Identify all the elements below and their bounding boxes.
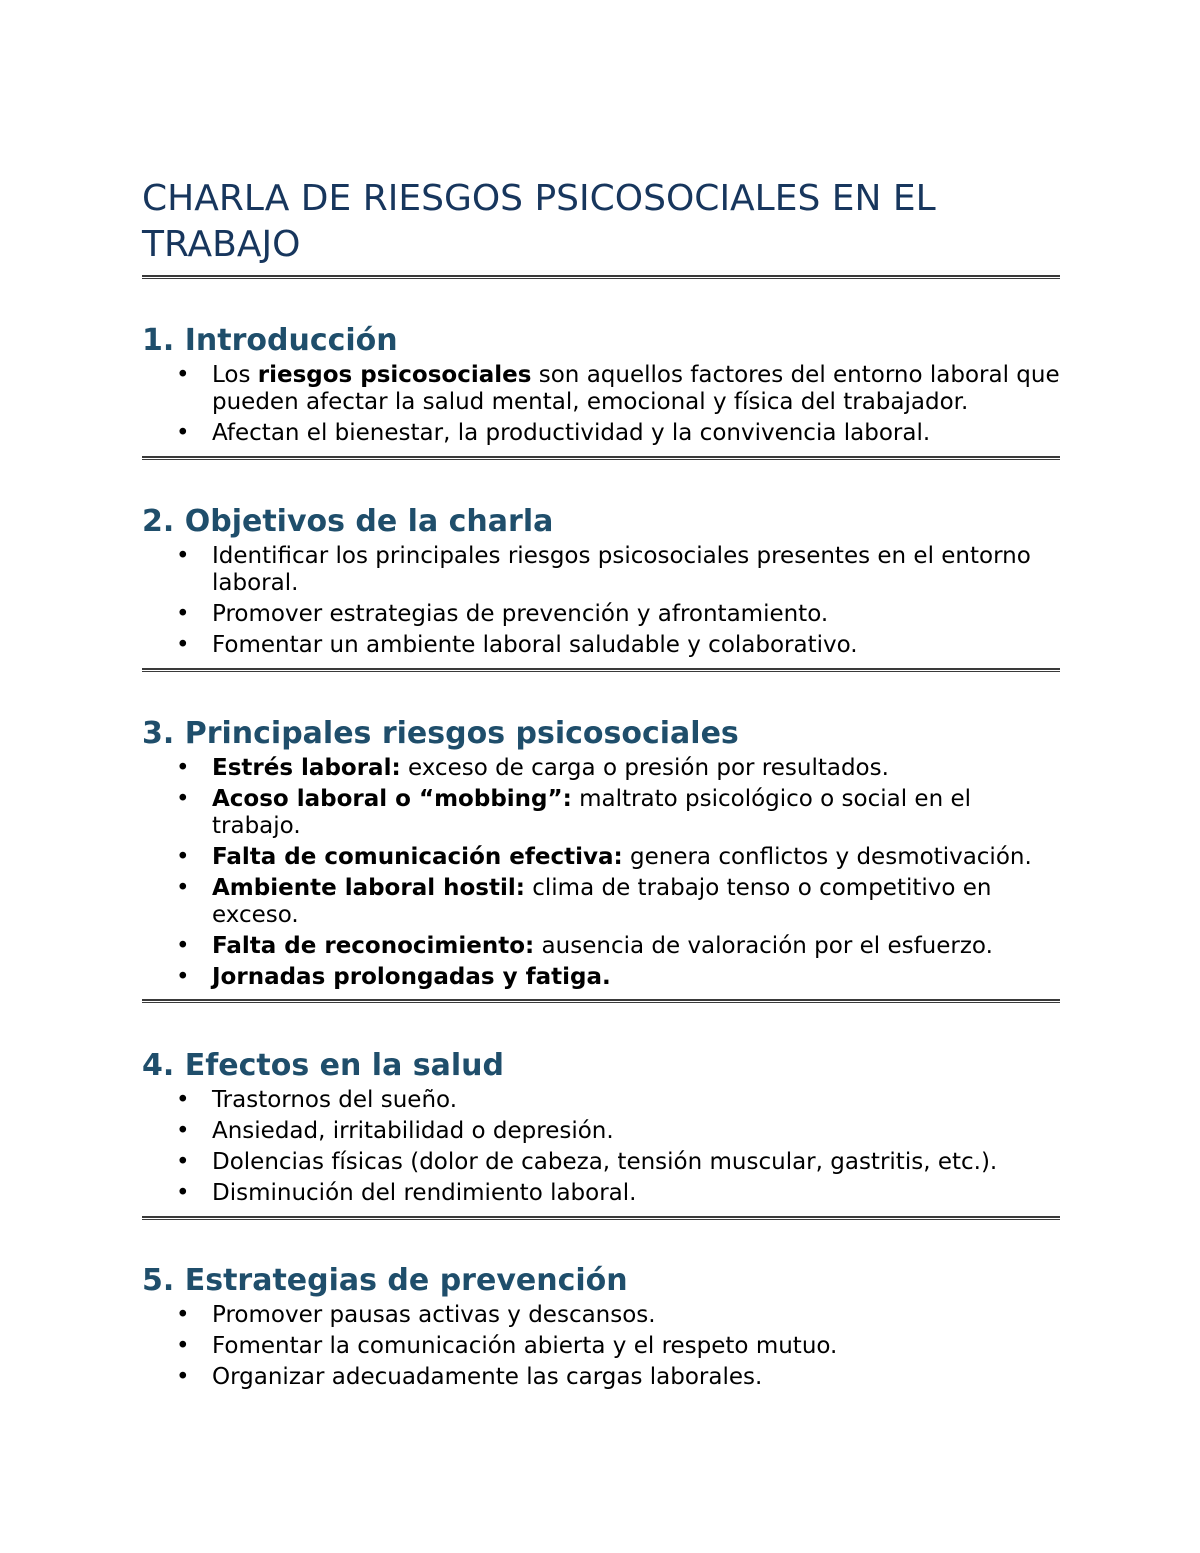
list-item: • Fomentar la comunicación abierta y el respeto mutuo.: [176, 1333, 838, 1359]
bullet-icon: •: [176, 1333, 190, 1359]
bullet-icon: •: [176, 420, 190, 446]
bullet-icon: •: [176, 786, 190, 812]
section-divider: [142, 999, 1060, 1003]
bullet-icon: •: [176, 1302, 190, 1328]
section-efectos: [142, 1047, 1060, 1211]
section-prevencion: [142, 1262, 1060, 1395]
list-item: • Estrés laboral: exceso de carga o presión por resultados.: [176, 755, 889, 781]
bullet-icon: •: [176, 601, 190, 627]
bullet-icon: •: [176, 875, 190, 901]
bullet-list: [142, 1302, 1060, 1391]
bullet-icon: •: [176, 844, 190, 870]
list-item: • Falta de reconocimiento: ausencia de valoración por el esfuerzo.: [176, 933, 993, 959]
section-divider: [142, 456, 1060, 460]
bullet-list: [142, 362, 1060, 447]
bullet-icon: •: [176, 1149, 190, 1175]
section-divider: [142, 668, 1060, 672]
document-title: CHARLA DE RIESGOS PSICOSOCIALES EN EL TRABAJO: [142, 178, 936, 265]
list-item: • Disminución del rendimiento laboral.: [176, 1180, 637, 1206]
list-item: • Promover pausas activas y descansos.: [176, 1302, 656, 1328]
list-item: • Identificar los principales riesgos psicosociales presentes en el entorno laboral.: [176, 543, 1031, 596]
list-item: • Ansiedad, irritabilidad o depresión.: [176, 1118, 614, 1144]
list-item: • Los riesgos psicosociales son aquellos factores del entorno laboral que pueden afectar la salud mental, emocional y física del trabajador.: [176, 362, 1060, 415]
bullet-list: [142, 543, 1060, 659]
list-item: • Jornadas prolongadas y fatiga.: [176, 964, 611, 990]
list-item: • Trastornos del sueño.: [176, 1087, 458, 1113]
list-item: • Ambiente laboral hostil: clima de trabajo tenso o competitivo en exceso.: [176, 875, 992, 928]
bullet-icon: •: [176, 964, 190, 990]
section-heading: 2. Objetivos de la charla: [142, 504, 554, 539]
section-riesgos: [142, 715, 1060, 995]
bullet-icon: •: [176, 933, 190, 959]
bullet-icon: •: [176, 632, 190, 658]
bullet-icon: •: [176, 1364, 190, 1390]
list-item: • Fomentar un ambiente laboral saludable y colaborativo.: [176, 632, 858, 658]
bullet-icon: •: [176, 1118, 190, 1144]
list-item: • Organizar adecuadamente las cargas laborales.: [176, 1364, 763, 1390]
list-item: • Dolencias físicas (dolor de cabeza, tensión muscular, gastritis, etc.).: [176, 1149, 998, 1175]
title-divider: [142, 275, 1060, 279]
bullet-icon: •: [176, 1087, 190, 1113]
section-objetivos: [142, 503, 1060, 663]
bullet-list: [142, 1087, 1060, 1207]
section-heading: 3. Principales riesgos psicosociales: [142, 716, 739, 751]
bullet-icon: •: [176, 362, 190, 388]
section-introduccion: [142, 322, 1060, 451]
section-heading: 4. Efectos en la salud: [142, 1048, 504, 1083]
bullet-icon: •: [176, 1180, 190, 1206]
bullet-icon: •: [176, 543, 190, 569]
list-item: • Promover estrategias de prevención y afrontamiento.: [176, 601, 829, 627]
section-divider: [142, 1216, 1060, 1220]
section-heading: 1. Introducción: [142, 323, 398, 358]
list-item: • Falta de comunicación efectiva: genera conflictos y desmotivación.: [176, 844, 1032, 870]
section-heading: 5. Estrategias de prevención: [142, 1263, 628, 1298]
list-item: • Acoso laboral o “mobbing”: maltrato psicológico o social en el trabajo.: [176, 786, 972, 839]
bullet-list: [142, 755, 1060, 991]
bullet-icon: •: [176, 755, 190, 781]
list-item: • Afectan el bienestar, la productividad y la convivencia laboral.: [176, 420, 931, 446]
